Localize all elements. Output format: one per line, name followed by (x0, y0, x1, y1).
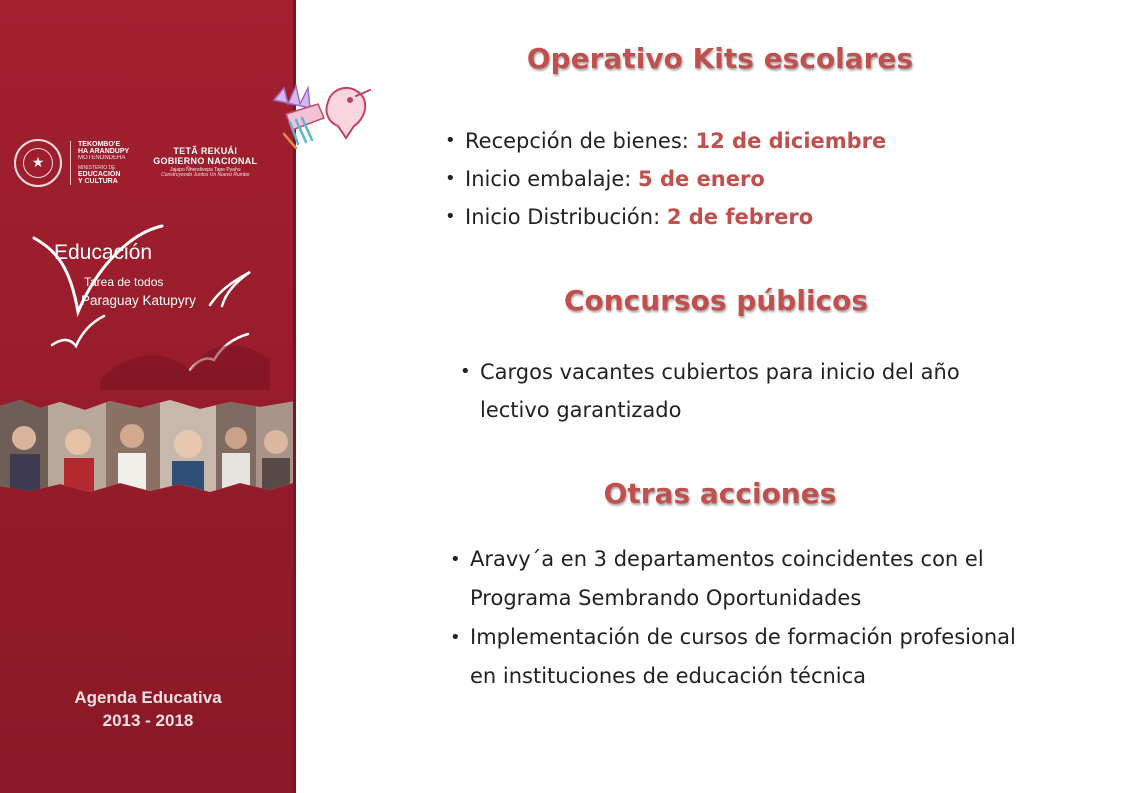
ministry-line: EDUCACIÓN (78, 170, 121, 178)
kite-doodle-icon (266, 78, 376, 160)
agenda-title: Agenda Educativa (74, 688, 222, 707)
slogan-subtitle: Tarea de todos (84, 275, 164, 289)
ministry-logo (70, 141, 129, 186)
side-banner (0, 0, 296, 793)
list-item: • Aravy´a en 3 departamentos coincidentes con el Programa Sembrando Oportunidades (450, 540, 1020, 618)
item-label: Inicio Distribución: (465, 205, 667, 229)
gov-line: Construyendo Juntos Un Nuevo Rumbo (161, 172, 250, 179)
slogan-subtitle: Paraguay Katupyry (81, 293, 196, 308)
ministry-line: MOTENONDEHA (78, 155, 126, 162)
item-date: 5 de enero (638, 167, 765, 191)
list-item: • Cargos vacantes cubiertos para inicio del año lectivo garantizado (460, 353, 1020, 429)
list-item (445, 160, 886, 198)
section-title-concursos: Concursos públicos (563, 284, 869, 317)
otras-list (450, 540, 1020, 696)
agenda-years: 2013 - 2018 (102, 711, 194, 730)
seal-icon: ★ (14, 139, 62, 187)
list-item (445, 198, 886, 236)
gov-line: Jajapo Ñhendivepa Tape Pyahu (170, 167, 241, 174)
item-date: 12 de diciembre (695, 129, 887, 153)
item-label: Inicio embalaje: (465, 167, 639, 191)
ministry-line: MINISTERIO DE (78, 164, 116, 171)
list-item: • Implementación de cursos de formación profesional en instituciones de educación técnica (450, 618, 1020, 696)
ministry-line: HA ARANDUPY (78, 147, 130, 155)
section-title-kits: Operativo Kits escolares (526, 42, 914, 75)
section-title-otras: Otras acciones (603, 477, 837, 510)
gov-line: GOBIERNO NACIONAL (153, 155, 258, 166)
item-label: Recepción de bienes: (465, 129, 696, 153)
slogan-title: Educación (54, 241, 153, 264)
logo-bar (14, 132, 282, 194)
gov-line: TETÃ REKUÁI (173, 146, 238, 157)
kits-list (445, 122, 886, 236)
item-date: 2 de febrero (666, 205, 814, 229)
ministry-line: TEKOMBO'E (78, 140, 121, 148)
photo-collage (0, 398, 296, 494)
concursos-list (460, 353, 1020, 429)
government-logo (153, 147, 257, 178)
list-item (445, 122, 886, 160)
ministry-line: Y CULTURA (78, 178, 118, 186)
agenda-label (0, 686, 296, 732)
